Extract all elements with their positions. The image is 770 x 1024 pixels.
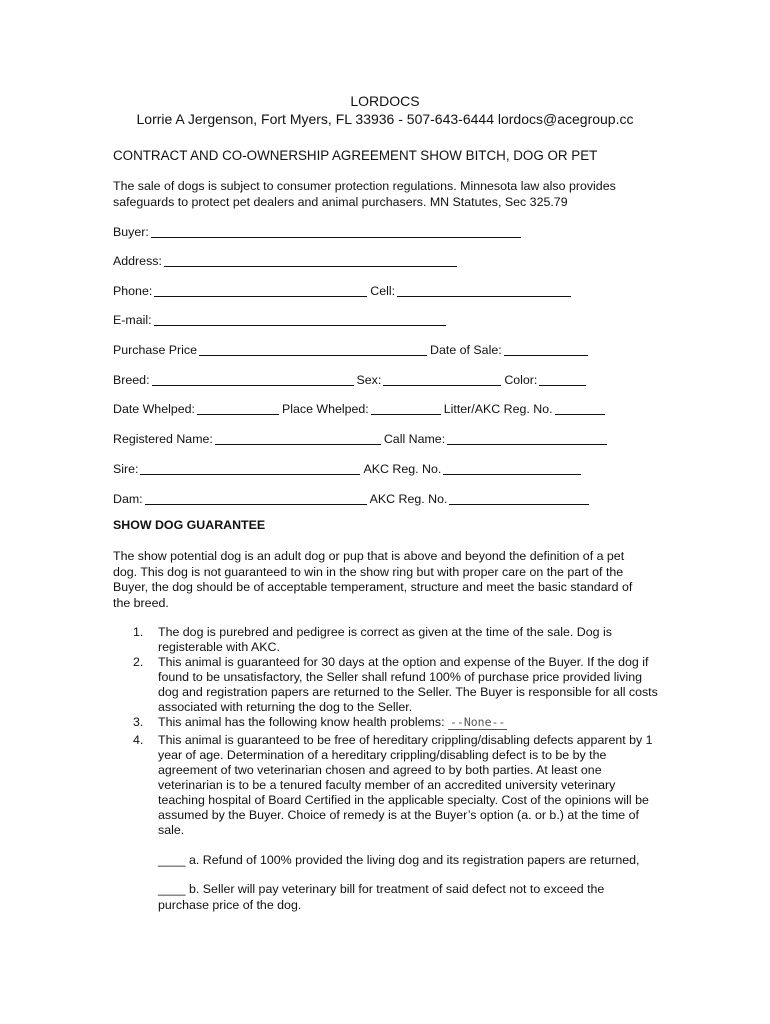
sex-field[interactable]: [383, 373, 501, 386]
litter-reg-field[interactable]: [555, 402, 605, 415]
phone-label: Phone:: [113, 284, 153, 298]
address-field[interactable]: [164, 254, 457, 267]
list-item-content: [158, 715, 658, 730]
remedy-option-a[interactable]: ____ a. Refund of 100% provided the living dog and its registration papers are returned,: [158, 853, 640, 867]
list-item-number: 3.: [133, 715, 144, 729]
buyer-field[interactable]: [151, 225, 521, 238]
list-item-number: 1.: [133, 625, 144, 639]
date-whelped-field[interactable]: [197, 402, 279, 415]
breed-field[interactable]: [152, 373, 354, 386]
buyer-row: [113, 223, 524, 239]
buyer-label: Buyer:: [113, 225, 149, 239]
sire-label: Sire:: [113, 462, 139, 476]
date-of-sale-label: Date of Sale:: [430, 343, 502, 357]
registered-name-field[interactable]: [215, 432, 381, 445]
list-item-text: This animal is guaranteed for 30 days at the option and expense of the Buyer. If the dog if found to be unsatisfactory, the Seller shall refund 100% of purchase price provided living dog and registration papers are returned to the Seller. The Buyer is responsible for all costs associated with returning the dog to the Seller.: [158, 655, 658, 714]
dam-row: [113, 490, 592, 506]
address-label: Address:: [113, 254, 162, 268]
color-label: Color:: [504, 373, 538, 387]
place-whelped-field[interactable]: [371, 402, 441, 415]
dam-field[interactable]: [145, 492, 367, 505]
call-name-label: Call Name:: [383, 432, 446, 446]
list-item-text: This animal has the following know health problems:: [158, 715, 445, 729]
list-item-text: The dog is purebred and pedigree is correct as given at the time of the sale. Dog is registerable with AKC.: [158, 625, 612, 654]
header-contact: Lorrie A Jergenson, Fort Myers, FL 33936 - 507-643-6444 lordocs@acegroup.cc: [136, 111, 634, 127]
remedy-option-b[interactable]: ____ b. Seller will pay veterinary bill for treatment of said defect not to exceed the purchase price of the dog.: [158, 882, 605, 912]
contract-title: CONTRACT AND CO-OWNERSHIP AGREEMENT SHOW BITCH, DOG OR PET: [113, 148, 598, 163]
dam-reg-field[interactable]: [449, 492, 589, 505]
whelped-row: [113, 400, 608, 416]
list-item-text: This animal is guaranteed to be free of hereditary crippling/disabling defects apparent by 1 year of age. Determination of a hereditary crippling/disabling defect is to be by the agreement of two veterinarian chosen and agreed to by both parties. At least one veterinarian is to be a tenured faculty member of an accredited university veterinary teaching hospital of Board Certified in the applicable specialty. Cost of the opinions will be assumed by the Buyer. Choice of remedy is at the Buyer’s option (a. or b.) at the time of sale.: [158, 733, 653, 837]
sex-label: Sex:: [356, 373, 382, 387]
purchase-price-label: Purchase Price: [113, 343, 198, 357]
list-item-number: 4.: [133, 733, 144, 747]
dam-reg-label: AKC Reg. No.: [369, 492, 448, 506]
header-org: LORDOCS: [350, 93, 420, 109]
place-whelped-label: Place Whelped:: [281, 402, 369, 416]
list-item-number: 2.: [133, 655, 144, 669]
cell-label: Cell:: [370, 284, 396, 298]
section-title: SHOW DOG GUARANTEE: [113, 518, 266, 532]
intro-paragraph: The sale of dogs is subject to consumer protection regulations. Minnesota law also provides safeguards to protect pet dealers and animal purchasers. MN Statutes, Sec 325.79: [113, 179, 616, 209]
date-whelped-label: Date Whelped:: [113, 402, 195, 416]
show-dog-paragraph: The show potential dog is an adult dog or pup that is above and beyond the definition of a pet dog. This dog is not guaranteed to win in the show ring but with proper care on the part of the Buyer, the dog should be of acceptable temperament, structure and meet the basic standard of the breed.: [113, 549, 633, 610]
sire-row: [113, 460, 584, 476]
call-name-field[interactable]: [447, 432, 607, 445]
cell-field[interactable]: [397, 284, 571, 297]
sire-reg-field[interactable]: [443, 462, 581, 475]
email-label: E-mail:: [113, 313, 152, 327]
litter-reg-label: Litter/AKC Reg. No.: [443, 402, 553, 416]
date-of-sale-field[interactable]: [504, 343, 588, 356]
breed-row: [113, 371, 589, 387]
address-row: [113, 252, 460, 268]
phone-row: [113, 282, 574, 298]
email-row: [113, 311, 449, 327]
registered-name-row: [113, 430, 610, 446]
health-problems-field[interactable]: --None--: [449, 715, 506, 729]
color-field[interactable]: [539, 373, 586, 386]
sire-reg-label: AKC Reg. No.: [363, 462, 442, 476]
dam-label: Dam:: [113, 492, 143, 506]
purchase-row: [113, 341, 591, 357]
purchase-price-field[interactable]: [199, 343, 427, 356]
breed-label: Breed:: [113, 373, 150, 387]
registered-name-label: Registered Name:: [113, 432, 213, 446]
phone-field[interactable]: [154, 284, 367, 297]
sire-field[interactable]: [140, 462, 360, 475]
email-field[interactable]: [154, 313, 446, 326]
